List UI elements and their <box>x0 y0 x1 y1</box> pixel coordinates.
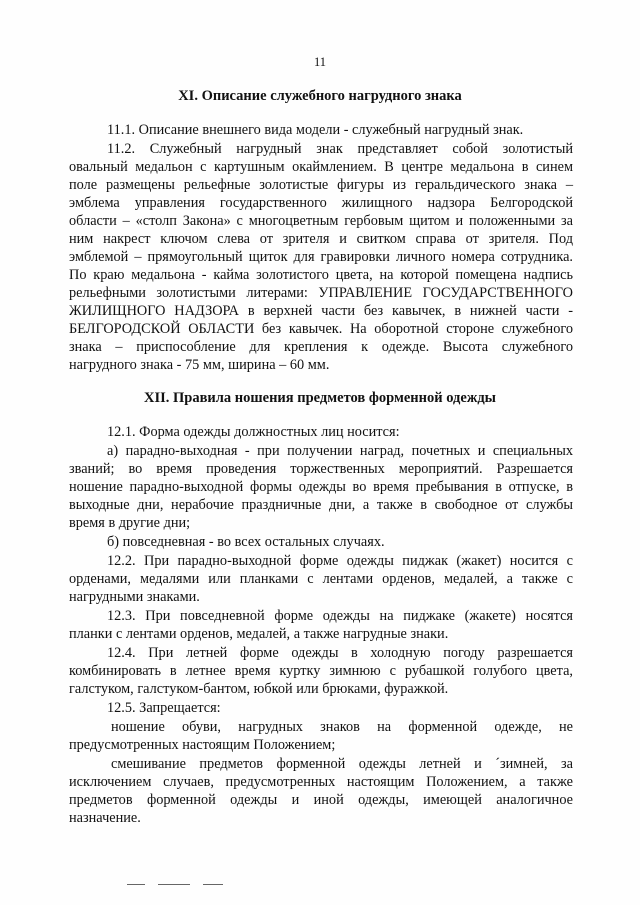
paragraph-line: овальный медальон с картушным окаймлением. В центре медальона в синем <box>69 159 573 175</box>
paragraph-line: 12.4. При летней форме одежды в холодную погоду разрешается <box>107 645 573 661</box>
section-title-xii: XII. Правила ношения предметов форменной одежды <box>144 390 496 406</box>
paragraph-line: исключением случаев, предусмотренных настоящим Положением, а также <box>69 774 573 790</box>
paragraph-line: нагрудного знака - 75 мм, ширина – 60 мм. <box>69 357 330 373</box>
paragraph-line: знака – приспособление для крепления к одежде. Высота служебного <box>69 339 573 355</box>
paragraph-line: а) парадно-выходная - при получении наград, почетных и специальных <box>107 443 573 459</box>
paragraph-line: ношение обуви, нагрудных знаков на форменной одежде, не <box>111 719 573 735</box>
paragraph-line: выходные дни, нерабочие праздничные дни, а также в свободное от службы <box>69 497 573 513</box>
paragraph-line: эмблемой – прямоугольный щиток для гравировки личного номера сотрудника. <box>69 249 573 265</box>
paragraph-line: По краю медальона - кайма золотистого цвета, на которой помещена надпись <box>69 267 573 283</box>
paragraph-line: время в другие дни; <box>69 515 191 531</box>
paragraph-line: смешивание предметов форменной одежды летней и ´зимней, за <box>111 756 573 772</box>
paragraph-line: 12.1. Форма одежды должностных лиц носится: <box>107 424 400 440</box>
paragraph-line: ним накрест ключом слева от зрителя и свитком справа от зрителя. Под <box>69 231 573 247</box>
scan-artifact <box>127 884 145 885</box>
paragraph-line: 11.2. Служебный нагрудный знак представляет собой золотистый <box>107 141 573 157</box>
section-title-xi: XI. Описание служебного нагрудного знака <box>178 88 462 104</box>
paragraph-line: предметов форменной одежды и иной одежды, имеющей аналогичное <box>69 792 573 808</box>
scan-artifact <box>158 884 190 885</box>
paragraph-line: 11.1. Описание внешнего вида модели - служебный нагрудный знак. <box>107 122 524 138</box>
paragraph-line: б) повседневная - во всех остальных случаях. <box>107 534 385 550</box>
paragraph-line: 12.5. Запрещается: <box>107 700 221 716</box>
paragraph-line: планки с лентами орденов, медалей, а также нагрудные знаки. <box>69 626 449 642</box>
paragraph-line: назначение. <box>69 810 141 826</box>
paragraph-line: ношение парадно-выходной формы одежды во время пребывания в отпуске, в <box>69 479 573 495</box>
page-number: 11 <box>313 55 327 69</box>
paragraph-line: 12.3. При повседневной форме одежды на пиджаке (жакете) носятся <box>107 608 573 624</box>
paragraph-line: ЖИЛИЩНОГО НАДЗОРА в верхней части без кавычек, в нижней части - <box>69 303 573 319</box>
paragraph-line: рельефными золотистыми литерами: УПРАВЛЕНИЕ ГОСУДАРСТВЕННОГО <box>69 285 573 301</box>
paragraph-line: области – «столп Закона» с многоцветным гербовым щитом и положенными за <box>69 213 573 229</box>
paragraph-line: званий; во время проведения торжественных мероприятий. Разрешается <box>69 461 573 477</box>
paragraph-line: нагрудными знаками. <box>69 589 200 605</box>
paragraph-line: поле размещены рельефные золотистые фигуры из геральдического знака – <box>69 177 573 193</box>
scan-artifact <box>203 884 223 885</box>
paragraph-line: орденами, медалями или планками с лентами орденов, медалей, а также с <box>69 571 573 587</box>
paragraph-line: БЕЛГОРОДСКОЙ ОБЛАСТИ без кавычек. На оборотной стороне служебного <box>69 321 573 337</box>
paragraph-line: предусмотренных настоящим Положением; <box>69 737 336 753</box>
paragraph-line: галстуком, галстуком-бантом, юбкой или брюками, фуражкой. <box>69 681 449 697</box>
paragraph-line: эмблема управления государственного жилищного надзора Белгородской <box>69 195 573 211</box>
paragraph-line: 12.2. При парадно-выходной форме одежды пиджак (жакет) носится с <box>107 553 573 569</box>
paragraph-line: комбинировать в летнее время куртку зимнюю с рубашкой голубого цвета, <box>69 663 573 679</box>
